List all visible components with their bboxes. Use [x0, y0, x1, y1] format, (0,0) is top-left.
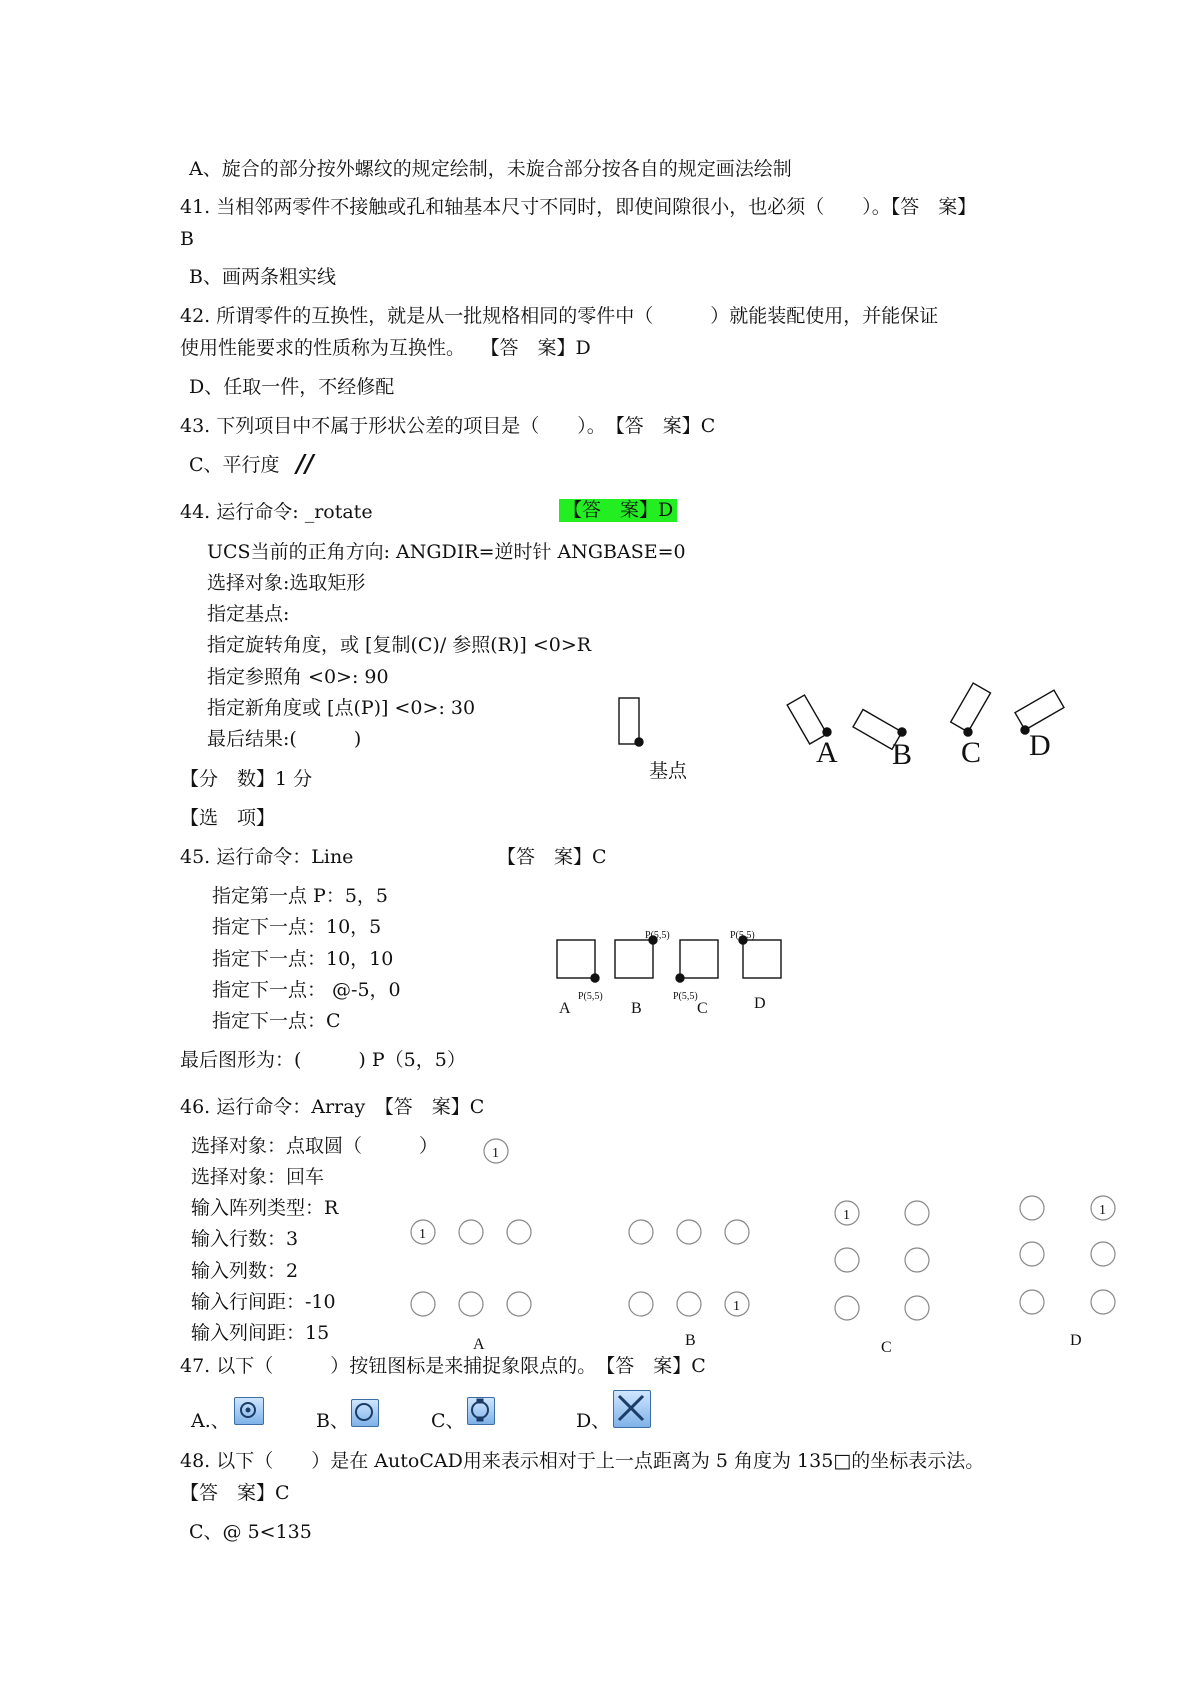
q46-line-2: 选择对象：回车 [191, 1166, 325, 1188]
line-option-a-thread: A、旋合的部分按外螺纹的规定绘制，未旋合部分按各自的规定画法绘制 [189, 158, 792, 180]
q44-base-label: 基点 [649, 761, 688, 782]
score-label: 【分 数】1 分 [180, 768, 313, 790]
question-48-answer: 【答 案】C [180, 1482, 290, 1504]
q46-circle-one-a: 1 [419, 1227, 426, 1242]
q44-label-a: A [816, 736, 838, 769]
q46-label-c: C [881, 1339, 892, 1356]
q46-line-6: 输入行间距：-10 [191, 1291, 336, 1313]
q45-line-1: 指定第一点 P：5，5 [212, 885, 389, 907]
question-44: 44. 运行命令: _rotate [180, 501, 373, 523]
question-46: 46. 运行命令：Array 【答 案】C [180, 1096, 485, 1118]
q45-line-4: 指定下一点： @-5，0 [212, 979, 401, 1001]
q44-line-3: 指定基点: [207, 603, 290, 625]
answer-41: B、画两条粗实线 [189, 266, 336, 288]
q46-line-7: 输入列间距：15 [191, 1322, 330, 1344]
q46-label-b: B [685, 1332, 696, 1349]
question-42-cont: 使用性能要求的性质称为互换性。 【答 案】D [180, 337, 591, 359]
q46-figure [411, 1139, 1115, 1320]
q44-label-c: C [961, 736, 982, 769]
q44-base-point [635, 738, 643, 746]
q46-circle-one-c: 1 [843, 1208, 850, 1223]
q45-label-d: D [754, 995, 766, 1012]
q44-line-7: 最后结果:( ) [207, 728, 362, 750]
answer-48: C、@ 5<135 [189, 1521, 312, 1543]
q46-line-3: 输入阵列类型：R [191, 1197, 339, 1219]
question-45: 45. 运行命令：Line [180, 846, 354, 868]
q46-line-4: 输入行数：3 [191, 1228, 299, 1250]
q46-label-a: A [473, 1336, 485, 1353]
question-41: 41. 当相邻两零件不接触或孔和轴基本尺寸不同时，即使间隙很小，也必须（ ）。【答 案】 [180, 196, 977, 218]
q46-label-d: D [1070, 1332, 1082, 1349]
answer-43: C、平行度 [189, 454, 280, 476]
q44-line-2: 选择对象:选取矩形 [207, 572, 366, 594]
q44-label-d: D [1029, 729, 1051, 762]
question-45-answer: 【答 案】C [497, 846, 607, 868]
q45-line-3: 指定下一点：10，10 [212, 948, 394, 970]
q44-line-1: UCS当前的正角方向: ANGDIR=逆时针 ANGBASE=0 [207, 541, 686, 563]
q46-circle-one-b: 1 [733, 1299, 740, 1314]
question-41-answer: B [180, 228, 194, 250]
q47-option-b: B、 [316, 1410, 349, 1432]
q45-line-5: 指定下一点：C [212, 1010, 341, 1032]
q45-figure [557, 936, 781, 982]
q46-line-1: 选择对象：点取圆（ ） [191, 1135, 439, 1157]
question-42: 42. 所谓零件的互换性，就是从一批规格相同的零件中（ ）就能装配使用，并能保证 [180, 305, 939, 327]
q45-line-2: 指定下一点：10，5 [212, 916, 382, 938]
q47-option-c: C、 [431, 1410, 465, 1432]
icon-glyphs [241, 1396, 643, 1421]
q46-circle-one-source: 1 [492, 1146, 499, 1161]
q46-circle-one-d: 1 [1099, 1203, 1106, 1218]
q44-label-b: B [892, 738, 913, 771]
question-44-answer: 【答 案】D [559, 499, 677, 522]
q45-label-a: A [559, 1000, 571, 1017]
q45-label-b: B [631, 1000, 642, 1017]
q47-option-d: D、 [576, 1410, 611, 1432]
q47-option-a: A.、 [191, 1410, 230, 1432]
q45-point-label-c: P(5,5) [673, 991, 698, 1002]
answer-42: D、任取一件，不经修配 [189, 376, 395, 398]
q44-line-6: 指定新角度或 [点(P)] <0>: 30 [207, 697, 476, 719]
q45-point-label-d: P(5,5) [730, 930, 755, 941]
q45-line-6: 最后图形为：( ) P（5，5） [180, 1049, 466, 1071]
question-48: 48. 以下（ ）是在 AutoCAD用来表示相对于上一点距离为 5 角度为 135□的坐标表示法。 [180, 1450, 985, 1472]
options-label: 【选 项】 [180, 807, 276, 829]
q45-point-label-a: P(5,5) [578, 991, 603, 1002]
q45-point-label-b: P(5,5) [645, 930, 670, 941]
q45-label-c: C [697, 1000, 708, 1017]
q44-figure [619, 683, 1064, 749]
parallelism-symbol: // [296, 449, 314, 478]
question-47: 47. 以下（ ）按钮图标是来捕捉象限点的。 【答 案】C [180, 1355, 706, 1377]
q44-line-5: 指定参照角 <0>: 90 [207, 666, 389, 688]
q44-base-rectangle [619, 698, 639, 744]
q46-line-5: 输入列数：2 [191, 1260, 299, 1282]
question-43: 43. 下列项目中不属于形状公差的项目是（ ）。 【答 案】C [180, 415, 716, 437]
q44-line-4: 指定旋转角度，或 [复制(C)/ 参照(R)] <0>R [207, 634, 592, 656]
